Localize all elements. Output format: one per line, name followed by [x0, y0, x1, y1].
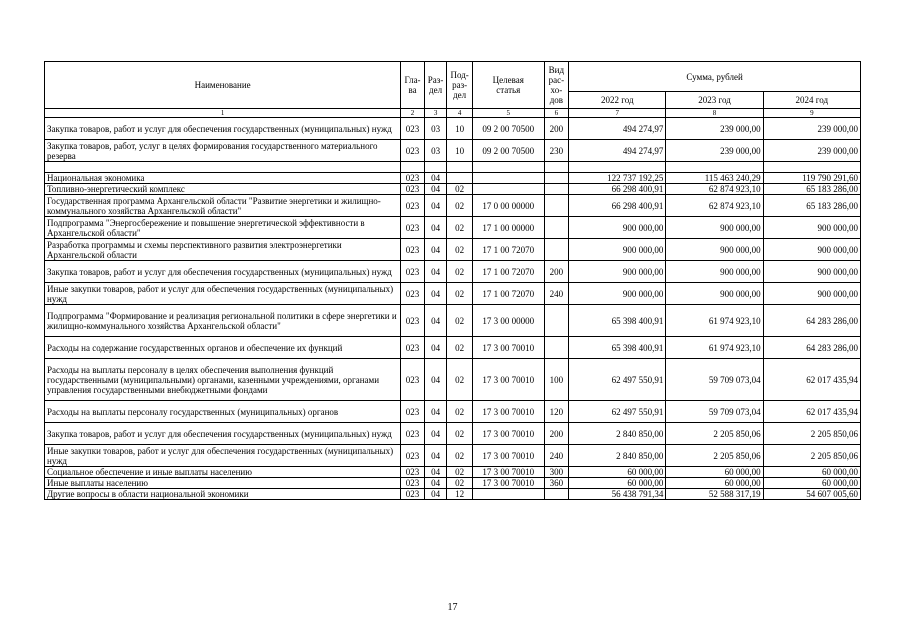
row-razdel: 04 [424, 305, 447, 337]
row-razdel: 04 [424, 401, 447, 423]
row-vid [544, 217, 569, 239]
row-podrazdel: 02 [447, 401, 473, 423]
column-index: 6 [544, 109, 569, 118]
row-podrazdel [447, 162, 473, 173]
row-name: Национальная экономика [45, 173, 401, 184]
header-year-2022: 2022 год [569, 92, 666, 109]
row-vid: 360 [544, 478, 569, 489]
row-name: Иные выплаты населению [45, 478, 401, 489]
header-glava: Гла- ва [401, 62, 425, 109]
table-row [45, 162, 861, 173]
row-sum-2023: 59 709 073,04 [666, 359, 763, 401]
row-sum-2024: 900 000,00 [763, 261, 860, 283]
row-razdel: 04 [424, 478, 447, 489]
row-sum-2022: 900 000,00 [569, 239, 666, 261]
row-razdel: 04 [424, 445, 447, 467]
row-vid [544, 162, 569, 173]
row-sum-2024: 2 205 850,06 [763, 423, 860, 445]
row-sum-2024: 60 000,00 [763, 467, 860, 478]
row-podrazdel: 02 [447, 359, 473, 401]
table-row [45, 467, 861, 478]
row-name: Другие вопросы в области национальной экономики [45, 489, 401, 500]
header-name: Наименование [45, 62, 401, 109]
row-sum-2024: 65 183 286,00 [763, 195, 860, 217]
row-glava: 023 [401, 261, 425, 283]
row-sum-2024 [763, 162, 860, 173]
row-celevaya: 17 3 00 70010 [472, 423, 544, 445]
row-celevaya: 17 1 00 72070 [472, 261, 544, 283]
row-sum-2023: 2 205 850,06 [666, 445, 763, 467]
row-razdel: 04 [424, 195, 447, 217]
row-sum-2022: 66 298 400,91 [569, 184, 666, 195]
row-podrazdel: 02 [447, 217, 473, 239]
row-razdel [424, 162, 447, 173]
row-vid: 230 [544, 140, 569, 162]
row-vid: 100 [544, 359, 569, 401]
row-celevaya [472, 489, 544, 500]
row-sum-2024: 900 000,00 [763, 239, 860, 261]
row-podrazdel: 02 [447, 283, 473, 305]
header-summa: Сумма, рублей [569, 62, 861, 92]
row-razdel: 04 [424, 359, 447, 401]
row-celevaya: 09 2 00 70500 [472, 140, 544, 162]
row-celevaya: 17 1 00 72070 [472, 283, 544, 305]
row-celevaya: 17 1 00 72070 [472, 239, 544, 261]
row-sum-2023: 61 974 923,10 [666, 337, 763, 359]
table-row [45, 184, 861, 195]
column-index: 9 [763, 109, 860, 118]
row-razdel: 04 [424, 184, 447, 195]
row-glava: 023 [401, 467, 425, 478]
row-sum-2024: 900 000,00 [763, 283, 860, 305]
table-row [45, 337, 861, 359]
row-vid: 120 [544, 401, 569, 423]
row-glava: 023 [401, 478, 425, 489]
row-sum-2024: 62 017 435,94 [763, 401, 860, 423]
row-sum-2023: 900 000,00 [666, 239, 763, 261]
row-vid [544, 305, 569, 337]
row-podrazdel: 02 [447, 261, 473, 283]
row-name: Закупка товаров, работ и услуг для обеспечения государственных (муниципальных) нужд [45, 423, 401, 445]
table-row [45, 173, 861, 184]
row-razdel: 04 [424, 283, 447, 305]
row-razdel: 04 [424, 173, 447, 184]
row-sum-2022: 60 000,00 [569, 478, 666, 489]
row-sum-2023 [666, 162, 763, 173]
row-name [45, 162, 401, 173]
row-glava: 023 [401, 239, 425, 261]
row-celevaya: 17 3 00 00000 [472, 305, 544, 337]
row-sum-2022: 494 274,97 [569, 118, 666, 140]
row-podrazdel [447, 173, 473, 184]
column-index: 1 [45, 109, 401, 118]
row-celevaya: 17 3 00 70010 [472, 359, 544, 401]
row-celevaya: 17 3 00 70010 [472, 401, 544, 423]
row-razdel: 04 [424, 423, 447, 445]
row-name: Закупка товаров, работ и услуг для обеспечения государственных (муниципальных) нужд [45, 118, 401, 140]
row-sum-2024: 2 205 850,06 [763, 445, 860, 467]
row-sum-2022: 2 840 850,00 [569, 423, 666, 445]
row-name: Закупка товаров, работ и услуг для обеспечения государственных (муниципальных) нужд [45, 261, 401, 283]
row-sum-2023: 62 874 923,10 [666, 184, 763, 195]
row-vid: 200 [544, 261, 569, 283]
row-sum-2022: 122 737 192,25 [569, 173, 666, 184]
row-sum-2022: 900 000,00 [569, 261, 666, 283]
table-row [45, 423, 861, 445]
row-glava [401, 162, 425, 173]
row-sum-2023: 59 709 073,04 [666, 401, 763, 423]
row-celevaya: 17 0 00 00000 [472, 195, 544, 217]
row-razdel: 04 [424, 467, 447, 478]
row-sum-2022: 494 274,97 [569, 140, 666, 162]
row-sum-2022 [569, 162, 666, 173]
table-row [45, 305, 861, 337]
row-podrazdel: 12 [447, 489, 473, 500]
row-podrazdel: 02 [447, 239, 473, 261]
row-sum-2023: 61 974 923,10 [666, 305, 763, 337]
table-row [45, 118, 861, 140]
row-vid: 200 [544, 118, 569, 140]
row-glava: 023 [401, 401, 425, 423]
header-podrazdel: Под- раз- дел [447, 62, 473, 109]
row-sum-2024: 239 000,00 [763, 118, 860, 140]
row-celevaya [472, 162, 544, 173]
row-sum-2023: 62 874 923,10 [666, 195, 763, 217]
row-celevaya: 09 2 00 70500 [472, 118, 544, 140]
row-sum-2022: 62 497 550,91 [569, 401, 666, 423]
row-podrazdel: 02 [447, 337, 473, 359]
row-razdel: 04 [424, 337, 447, 359]
row-name: Расходы на выплаты персоналу в целях обеспечения выполнения функций государственными (муниципальными) органами, казенными учреждениями, органами управления государственными внебюджетными фондами [45, 359, 401, 401]
row-vid [544, 173, 569, 184]
row-celevaya: 17 1 00 00000 [472, 217, 544, 239]
row-podrazdel: 10 [447, 118, 473, 140]
row-glava: 023 [401, 195, 425, 217]
row-sum-2022: 56 438 791,34 [569, 489, 666, 500]
table-row [45, 489, 861, 500]
row-sum-2024: 900 000,00 [763, 217, 860, 239]
table-row [45, 359, 861, 401]
row-vid: 240 [544, 445, 569, 467]
column-index: 7 [569, 109, 666, 118]
row-celevaya: 17 3 00 70010 [472, 467, 544, 478]
row-celevaya: 17 3 00 70010 [472, 445, 544, 467]
column-index: 2 [401, 109, 425, 118]
page-number: 17 [447, 602, 458, 613]
budget-table [44, 61, 861, 500]
row-celevaya [472, 173, 544, 184]
row-glava: 023 [401, 173, 425, 184]
row-vid: 240 [544, 283, 569, 305]
row-name: Иные закупки товаров, работ и услуг для обеспечения государственных (муниципальных) нужд [45, 283, 401, 305]
row-glava: 023 [401, 423, 425, 445]
row-glava: 023 [401, 283, 425, 305]
header-year-2024: 2024 год [763, 92, 860, 109]
header-year-2023: 2023 год [666, 92, 763, 109]
row-glava: 023 [401, 445, 425, 467]
column-index-row [45, 109, 861, 118]
row-name: Закупка товаров, работ, услуг в целях формирования государственного материального резерва [45, 140, 401, 162]
row-name: Топливно-энергетический комплекс [45, 184, 401, 195]
table-row [45, 445, 861, 467]
row-vid: 200 [544, 423, 569, 445]
row-celevaya: 17 3 00 70010 [472, 478, 544, 489]
row-sum-2024: 65 183 286,00 [763, 184, 860, 195]
row-celevaya [472, 184, 544, 195]
row-name: Государственная программа Архангельской области "Развитие энергетики и жилищно-коммунального хозяйства Архангельской области" [45, 195, 401, 217]
column-index: 4 [447, 109, 473, 118]
row-glava: 023 [401, 489, 425, 500]
column-index: 8 [666, 109, 763, 118]
row-sum-2022: 900 000,00 [569, 283, 666, 305]
table-row [45, 478, 861, 489]
header-celevaya: Целевая статья [472, 62, 544, 109]
row-sum-2024: 62 017 435,94 [763, 359, 860, 401]
row-podrazdel: 02 [447, 478, 473, 489]
header-razdel: Раз- дел [424, 62, 447, 109]
row-vid [544, 489, 569, 500]
row-sum-2023: 900 000,00 [666, 217, 763, 239]
row-razdel: 04 [424, 217, 447, 239]
row-glava: 023 [401, 217, 425, 239]
row-glava: 023 [401, 359, 425, 401]
table-row [45, 283, 861, 305]
row-sum-2022: 66 298 400,91 [569, 195, 666, 217]
row-glava: 023 [401, 305, 425, 337]
table-row [45, 239, 861, 261]
row-podrazdel: 02 [447, 445, 473, 467]
row-name: Расходы на выплаты персоналу государственных (муниципальных) органов [45, 401, 401, 423]
row-podrazdel: 02 [447, 423, 473, 445]
row-glava: 023 [401, 118, 425, 140]
row-glava: 023 [401, 337, 425, 359]
column-index: 3 [424, 109, 447, 118]
row-sum-2022: 2 840 850,00 [569, 445, 666, 467]
table-row [45, 195, 861, 217]
row-podrazdel: 10 [447, 140, 473, 162]
row-sum-2024: 239 000,00 [763, 140, 860, 162]
row-sum-2022: 65 398 400,91 [569, 305, 666, 337]
row-razdel: 04 [424, 261, 447, 283]
row-name: Подпрограмма "Формирование и реализация региональной политики в сфере энергетики и жилищно-коммунального хозяйства Архангельской области" [45, 305, 401, 337]
table-row [45, 261, 861, 283]
row-sum-2022: 65 398 400,91 [569, 337, 666, 359]
row-vid [544, 195, 569, 217]
row-podrazdel: 02 [447, 195, 473, 217]
row-sum-2023: 900 000,00 [666, 261, 763, 283]
row-vid [544, 184, 569, 195]
row-celevaya: 17 3 00 70010 [472, 337, 544, 359]
row-vid [544, 337, 569, 359]
row-razdel: 04 [424, 239, 447, 261]
row-sum-2023: 239 000,00 [666, 140, 763, 162]
row-sum-2024: 54 607 005,60 [763, 489, 860, 500]
row-name: Разработка программы и схемы перспективного развития электроэнергетики Архангельской области [45, 239, 401, 261]
row-razdel: 03 [424, 118, 447, 140]
table-row [45, 217, 861, 239]
row-sum-2023: 239 000,00 [666, 118, 763, 140]
row-sum-2022: 62 497 550,91 [569, 359, 666, 401]
row-sum-2023: 52 588 317,19 [666, 489, 763, 500]
row-glava: 023 [401, 184, 425, 195]
row-podrazdel: 02 [447, 184, 473, 195]
row-name: Иные закупки товаров, работ и услуг для обеспечения государственных (муниципальных) нужд [45, 445, 401, 467]
row-name: Социальное обеспечение и иные выплаты населению [45, 467, 401, 478]
row-sum-2022: 60 000,00 [569, 467, 666, 478]
row-razdel: 04 [424, 489, 447, 500]
row-sum-2024: 119 790 291,60 [763, 173, 860, 184]
row-sum-2022: 900 000,00 [569, 217, 666, 239]
row-sum-2024: 60 000,00 [763, 478, 860, 489]
column-index: 5 [472, 109, 544, 118]
row-name: Подпрограмма "Энергосбережение и повышение энергетической эффективности в Архангельской области" [45, 217, 401, 239]
table-row [45, 401, 861, 423]
row-sum-2023: 115 463 240,29 [666, 173, 763, 184]
row-vid: 300 [544, 467, 569, 478]
row-vid [544, 239, 569, 261]
table-row [45, 140, 861, 162]
row-sum-2024: 64 283 286,00 [763, 337, 860, 359]
row-sum-2023: 60 000,00 [666, 478, 763, 489]
row-sum-2024: 64 283 286,00 [763, 305, 860, 337]
row-podrazdel: 02 [447, 467, 473, 478]
row-sum-2023: 900 000,00 [666, 283, 763, 305]
row-sum-2023: 60 000,00 [666, 467, 763, 478]
row-sum-2023: 2 205 850,06 [666, 423, 763, 445]
header-vid: Вид рас- хо- дов [544, 62, 569, 109]
row-razdel: 03 [424, 140, 447, 162]
row-glava: 023 [401, 140, 425, 162]
row-name: Расходы на содержание государственных органов и обеспечение их функций [45, 337, 401, 359]
row-podrazdel: 02 [447, 305, 473, 337]
